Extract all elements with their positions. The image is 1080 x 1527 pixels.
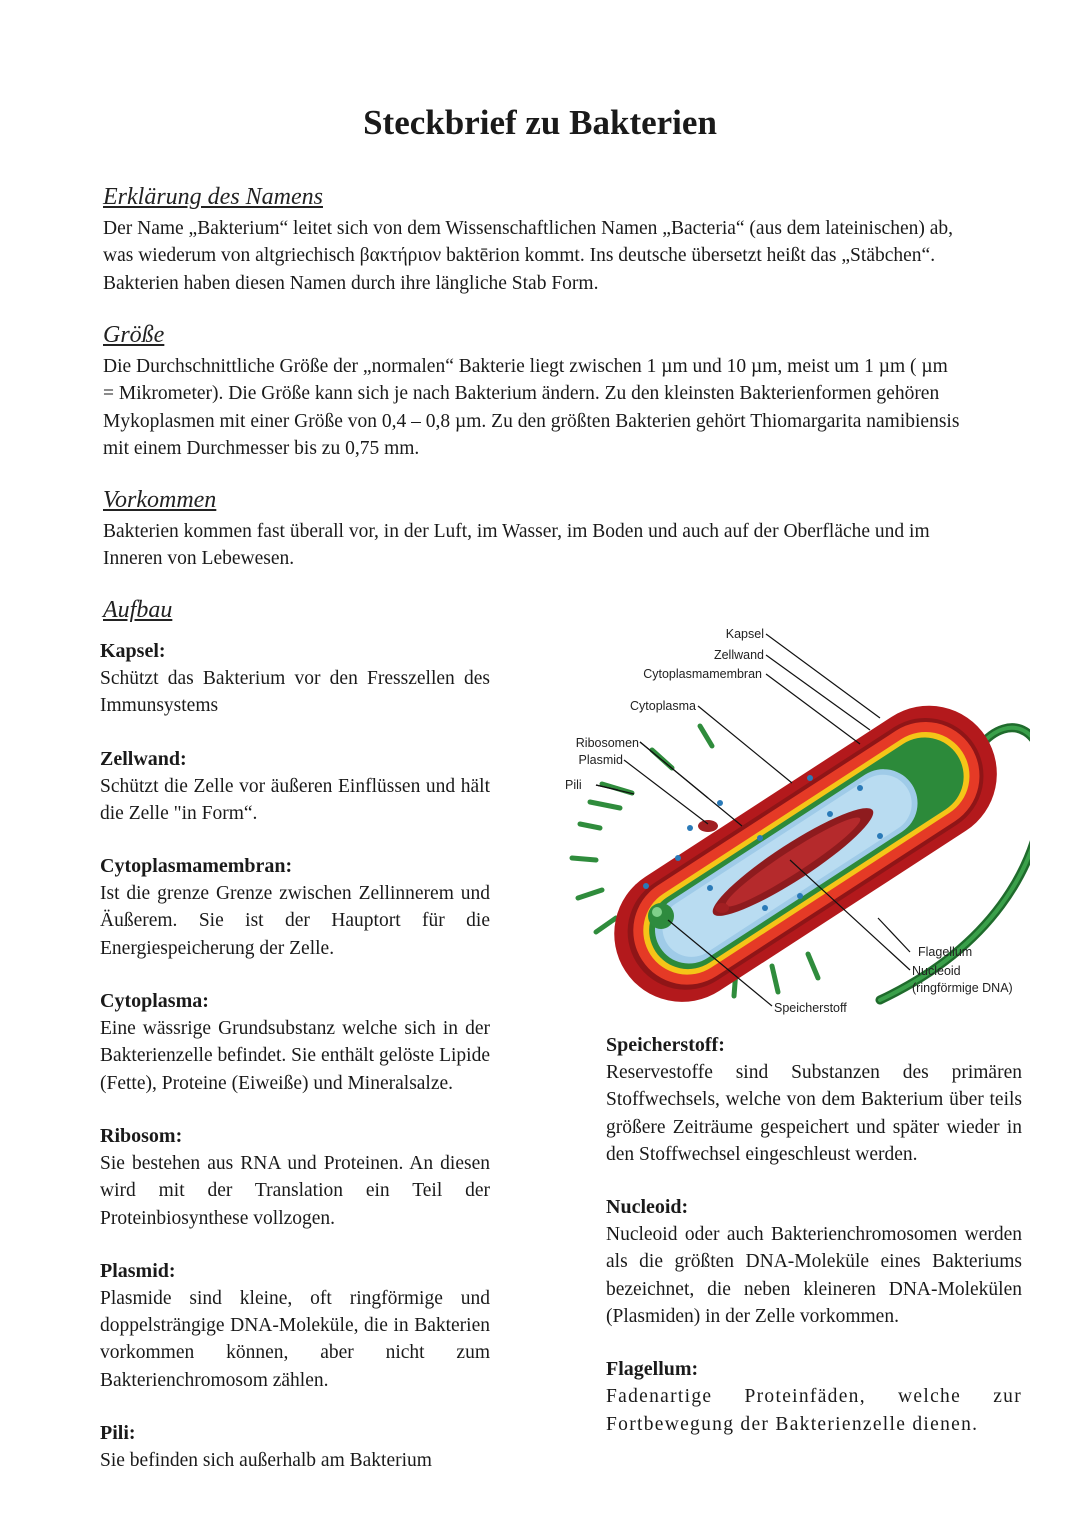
item-text: Sie bestehen aus RNA und Proteinen. An diesen wird mit der Translation ein Teil der Proteinbiosynthese vollzogen. xyxy=(100,1152,490,1229)
item-heading: Cytoplasmamembran: xyxy=(100,855,293,878)
item-heading: Zellwand: xyxy=(100,747,187,770)
plasmid-shape xyxy=(698,820,718,832)
item-heading: Ribosom: xyxy=(100,1124,183,1147)
storage-granule-highlight xyxy=(652,907,662,917)
heading-groesse: Größe xyxy=(103,322,165,348)
item-heading: Nucleoid: xyxy=(606,1196,689,1219)
item-plasmid xyxy=(100,1258,490,1394)
right-column xyxy=(606,1032,1022,1438)
label-ribosomen: Ribosomen xyxy=(575,736,639,750)
item-text: Eine wässrige Grundsubstanz welche sich in der Bakterienzelle befindet. Sie enthält gelöste Lipide (Fette), Proteine (Eiweiße) und Mineralsalze. xyxy=(100,1018,490,1094)
heading-name: Erklärung des Namens xyxy=(103,184,323,210)
item-text: Fadenartige Proteinfäden, welche zur Fortbewegung der Bakterienzelle dienen. xyxy=(606,1386,1022,1435)
item-heading: Kapsel: xyxy=(100,640,166,662)
text-groesse: Die Durchschnittliche Größe der „normalen“ Bakterie liegt zwischen 1 µm und 10 µm, meist um 1 µm ( µm = Mikrometer). Die Größe kann sich je nach Bakterium ändern. Zu den kleinsten Bakterienformen gehören Mykoplasmen mit einer Größe von 0,4 – 0,8 µm. Zu den größten Bakterien gehört Thiomargarita namibiensis mit einem Durchmesser bis zu 0,75 mm. xyxy=(103,356,960,459)
item-ribosom xyxy=(100,1123,490,1232)
item-speicherstoff xyxy=(606,1032,1022,1168)
item-text: Sie befinden sich außerhalb am Bakterium xyxy=(100,1450,432,1472)
storage-granule-shape xyxy=(648,903,674,929)
label-nucleoid-note: (ringförmige DNA) xyxy=(912,981,1013,995)
label-nucleoid: Nucleoid xyxy=(912,964,961,978)
item-pili xyxy=(100,1420,490,1474)
item-kapsel xyxy=(100,638,490,720)
item-text: Schützt das Bakterium vor den Fresszellen des Immunsystems xyxy=(100,668,490,717)
heading-aufbau: Aufbau xyxy=(103,597,173,623)
label-speicherstoff: Speicherstoff xyxy=(774,1001,847,1015)
item-cytoplasmamembran xyxy=(100,853,490,962)
label-plasmid: Plasmid xyxy=(578,753,623,767)
bacterium-diagram xyxy=(560,618,1030,1023)
left-column xyxy=(100,638,490,1474)
item-nucleoid xyxy=(606,1194,1022,1330)
item-text: Schützt die Zelle vor äußeren Einflüssen und hält die Zelle "in Form“. xyxy=(100,775,490,824)
item-heading: Plasmid: xyxy=(100,1259,176,1282)
label-pili: Pili xyxy=(565,778,582,792)
label-cytoplasma: Cytoplasma xyxy=(630,699,696,713)
plasmid-shape-2 xyxy=(715,903,729,913)
item-flagellum xyxy=(606,1356,1022,1438)
item-cytoplasma xyxy=(100,988,490,1097)
item-zellwand xyxy=(100,746,490,828)
heading-vorkommen: Vorkommen xyxy=(103,487,217,513)
item-text: Nucleoid oder auch Bakterienchromosomen werden als die größten DNA-Moleküle eines Bakteriums bezeichnet, die neben kleineren DNA-Molekülen (Plasmiden) in der Zelle vorkommen. xyxy=(606,1224,1022,1328)
item-heading: Pili: xyxy=(100,1422,136,1445)
text-vorkommen: Bakterien kommen fast überall vor, in der Luft, im Wasser, im Boden und auch auf der Oberfläche und im Inneren von Lebewesen. xyxy=(103,521,930,570)
item-heading: Flagellum: xyxy=(606,1358,699,1381)
item-text: Ist die grenze Grenze zwischen Zellinnerem und Äußerem. Sie ist der Hauptort für die Energiespeicherung der Zelle. xyxy=(100,883,490,959)
text-name: Der Name „Bakterium“ leitet sich von dem Wissenschaftlichen Namen „Bacteria“ (aus dem lateinischen) ab, was wiederum von altgriechisch βακτήριον baktērion kommt. Ins deutsche übersetzt heißt das „Stäbchen“. Bakterien haben diesen Namen durch ihre längliche Stab Form. xyxy=(103,218,954,294)
label-flagellum: Flagellum xyxy=(918,945,973,959)
page-title: Steckbrief zu Bakterien xyxy=(363,103,717,142)
item-heading: Cytoplasma: xyxy=(100,990,209,1013)
item-text: Plasmide sind kleine, oft ringförmige und doppelsträngige DNA-Moleküle, die in Bakterien vorkommen können, aber nicht zum Bakterienchromosom zählen. xyxy=(100,1287,490,1391)
item-text: Reservestoffe sind Substanzen des primären Stoffwechsels, welche von dem Bakterium über teils größere Zeiträume gespeichert und später wieder in den Stoffwechsel eingeschleust werden. xyxy=(606,1062,1022,1165)
item-heading: Speicherstoff: xyxy=(606,1034,725,1056)
label-membran: Cytoplasmamembran xyxy=(643,667,762,681)
label-kapsel: Kapsel xyxy=(725,627,764,641)
label-zellwand: Zellwand xyxy=(713,648,764,662)
